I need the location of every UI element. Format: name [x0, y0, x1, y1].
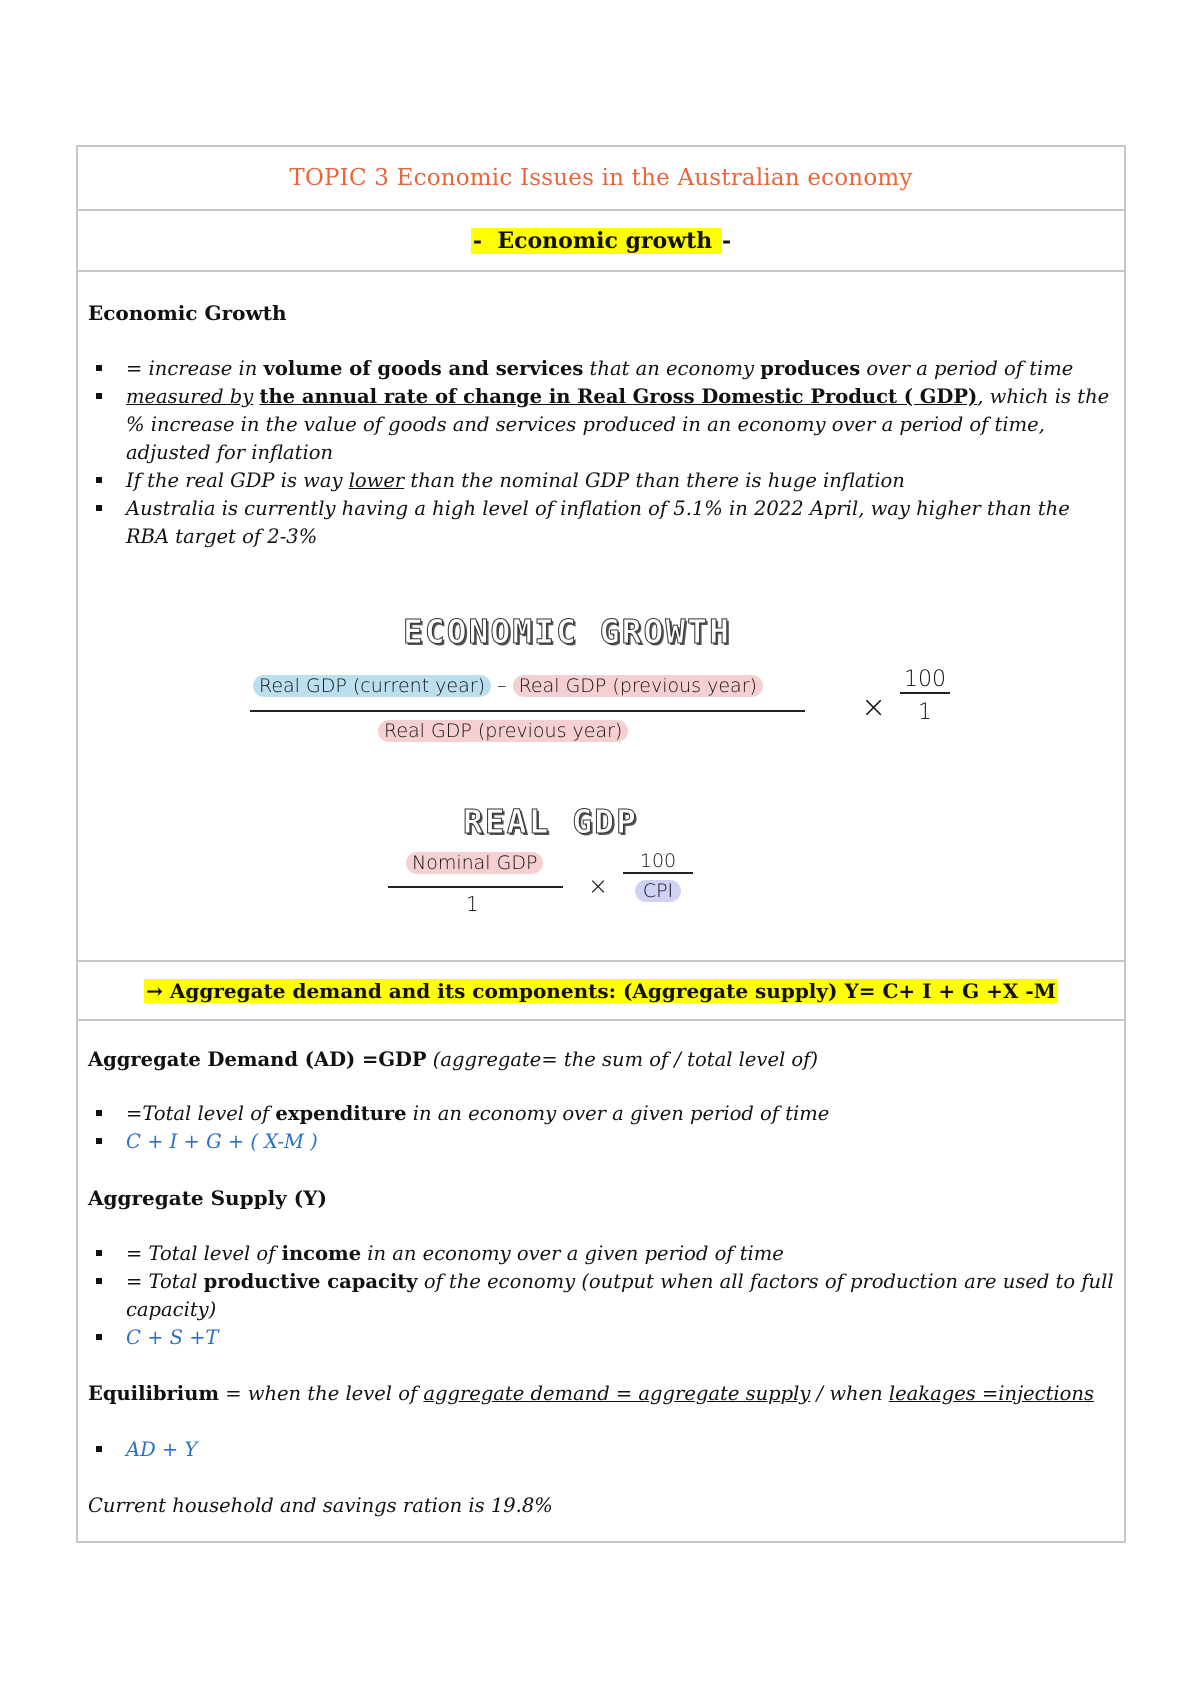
growth-denominator: Real GDP (previous year)	[378, 720, 628, 742]
list-item: If the real GDP is way lower than the nominal GDP than there is huge inflation	[88, 467, 1114, 495]
economic-growth-formula-title: ECONOMIC GROWTH	[403, 612, 732, 651]
topic-title: TOPIC 3 Economic Issues in the Australian economy	[289, 165, 913, 191]
real-gdp-times-sign: ×	[588, 872, 609, 900]
equilibrium-list	[88, 1436, 1114, 1464]
real-gdp-denominator: 1	[466, 892, 479, 916]
list-item: Australia is currently having a high level of inflation of 5.1% in 2022 April, way higher than the RBA target of 2-3%	[88, 495, 1114, 551]
aggregate-demand-heading: Aggregate Demand (AD) =GDP (aggregate= the sum of / total level of)	[88, 1048, 818, 1071]
aggregate-supply-heading: Aggregate Supply (Y)	[88, 1186, 327, 1210]
aggregate-section	[78, 1021, 1124, 1541]
aggregate-demand-list	[88, 1100, 1114, 1156]
list-item: C + I + G + ( X-M )	[88, 1128, 1114, 1156]
real-gdp-numerator: Nominal GDP	[406, 852, 543, 874]
economic-growth-section	[78, 272, 1124, 962]
economic-growth-list	[88, 355, 1114, 551]
list-item: = increase in volume of goods and services that an economy produces over a period of time	[88, 355, 1114, 383]
economic-growth-heading: Economic Growth	[88, 301, 287, 325]
growth-numerator: Real GDP (current year) – Real GDP (previous year)	[253, 675, 763, 697]
document-table	[76, 145, 1126, 1543]
real-gdp-multiplier-denominator: CPI	[623, 880, 693, 902]
list-item: = Total productive capacity of the economy (output when all factors of production are used to full capacity)	[88, 1268, 1114, 1324]
growth-multiplier-denominator: 1	[918, 700, 932, 725]
section-header-row	[78, 211, 1124, 272]
aggregate-demand-section-title: → Aggregate demand and its components: (Aggregate supply) Y= C+ I + G +X -M	[146, 978, 1056, 1003]
aggregate-demand-header-row	[78, 962, 1124, 1021]
aggregate-supply-list	[88, 1240, 1114, 1352]
topic-title-row	[78, 147, 1124, 211]
section-title-economic-growth: - Economic growth -	[472, 227, 732, 254]
growth-multiplier-numerator: 100	[900, 667, 950, 694]
real-gdp-formula-title: REAL GDP	[463, 802, 638, 841]
list-item: measured by the annual rate of change in Real Gross Domestic Product ( GDP), which is the % increase in the value of goods and services produced in an economy over a period of time, adjusted for inflation	[88, 383, 1114, 467]
list-item: = Total level of income in an economy over a given period of time	[88, 1240, 1114, 1268]
list-item: =Total level of expenditure in an economy over a given period of time	[88, 1100, 1114, 1128]
real-gdp-fraction-line	[388, 886, 563, 888]
equilibrium-line: Equilibrium = when the level of aggregate demand = aggregate supply / when leakages =injections	[88, 1382, 1094, 1405]
list-item: C + S +T	[88, 1324, 1114, 1352]
growth-fraction-line	[250, 710, 805, 712]
growth-times-sign: ×	[861, 690, 887, 725]
household-savings-note: Current household and savings ration is 19.8%	[88, 1494, 553, 1517]
list-item: AD + Y	[88, 1436, 1114, 1464]
real-gdp-multiplier-numerator: 100	[623, 850, 693, 874]
